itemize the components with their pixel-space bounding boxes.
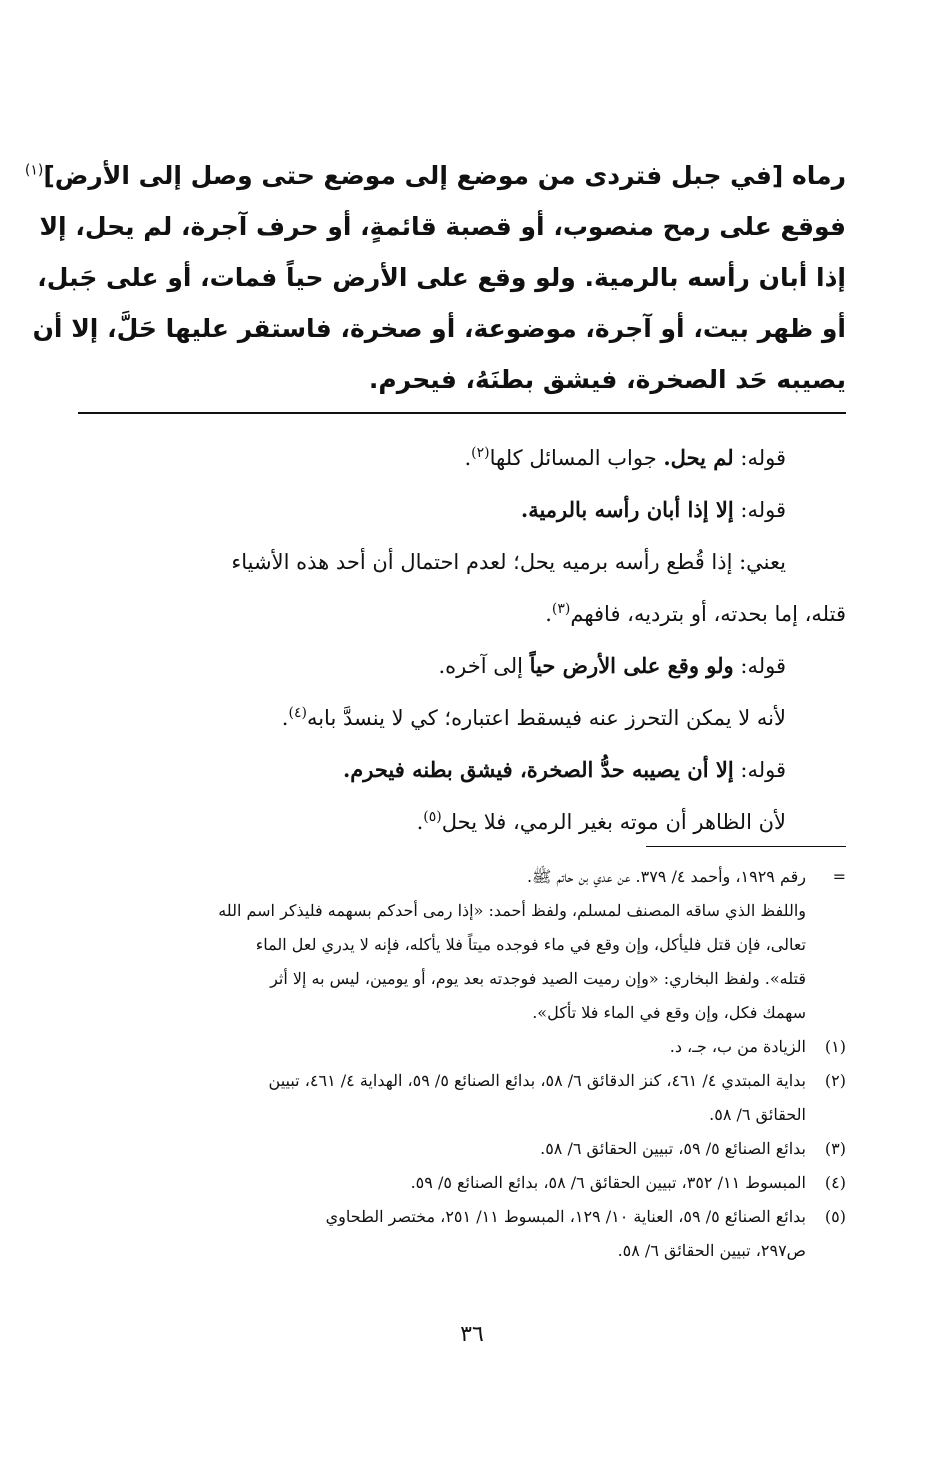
footnote-ref: (١) [24, 162, 44, 179]
commentary-punct: . [545, 602, 552, 626]
footnote-body [78, 860, 806, 1030]
footnote-body [78, 1200, 806, 1268]
commentary-line [78, 484, 846, 536]
footnote-number: (٥) [824, 1207, 846, 1226]
commentary-text: إلى آخره. [438, 654, 523, 678]
commentary-label: قوله: [740, 654, 786, 678]
footnote-line: بدائع الصنائع ٥/ ٥٩، العناية ١٠/ ١٢٩، المبسوط ١١/ ٢٥١، مختصر الطحاوي [325, 1207, 806, 1226]
main-divider [78, 412, 846, 414]
footnote-line: تعالى، فإن قتل فليأكل، وإن وقع في ماء فوجده ميتاً فلا يأكله، فإنه لا يدري لعل الماء [255, 935, 806, 954]
footnote-body [78, 1132, 806, 1166]
footnote-body [78, 1166, 806, 1200]
footnote-number: (١) [824, 1037, 846, 1056]
commentary-quote: لم يحل. [663, 445, 734, 470]
commentary-text: لأنه لا يمكن التحرز عنه فيسقط اعتباره؛ كي لا ينسدَّ بابه [306, 706, 786, 730]
footnotes [78, 860, 846, 1268]
footnote-number: (٢) [824, 1071, 846, 1090]
commentary-quote: ولو وقع على الأرض حياً [529, 653, 734, 678]
footnote-line: سهمك فكل، وإن وقع في الماء فلا تأكل». [532, 1003, 806, 1022]
commentary-line [78, 796, 846, 848]
footnote-number: (٤) [824, 1173, 846, 1192]
footnote-body [78, 1064, 806, 1132]
footnote-ref: (٥) [423, 809, 442, 825]
commentary-text: لأن الظاهر أن موته بغير الرمي، فلا يحل [441, 810, 786, 834]
commentary-text: قتله، إما بحدته، أو بترديه، فافهم [570, 602, 846, 626]
footnote-line: قتله». ولفظ البخاري: «وإن رميت الصيد فوجدته بعد يوم، أو يومين، ليس به إلا أثر [270, 969, 806, 988]
commentary-line [78, 640, 846, 692]
commentary-label: قوله: [740, 758, 786, 782]
commentary-quote: إلا أن يصيبه حدُّ الصخرة، فيشق بطنه فيحرم. [342, 757, 734, 782]
footnote-ref: (٤) [288, 705, 307, 721]
footnote-line: المبسوط ١١/ ٣٥٢، تبيين الحقائق ٦/ ٥٨، بدائع الصنائع ٥/ ٥٩. [410, 1173, 806, 1192]
commentary [78, 432, 846, 848]
footnote-continuation [78, 860, 846, 1030]
commentary-label: قوله: [740, 498, 786, 522]
footnote-line: بدائع الصنائع ٥/ ٥٩، تبيين الحقائق ٦/ ٥٨. [540, 1139, 806, 1158]
page-number: ٣٦ [460, 1322, 484, 1347]
footnote-line: ص٢٩٧، تبيين الحقائق ٦/ ٥٨. [617, 1241, 806, 1260]
commentary-punct: . [416, 810, 424, 834]
footnote-number: (٣) [824, 1139, 846, 1158]
footnote-ref: (٣) [551, 601, 571, 617]
footnote-3 [78, 1132, 846, 1166]
footnote-line: رقم ١٩٢٩، وأحمد ٤/ ٣٧٩. عن عدي بن حاتم ﷺ. [526, 867, 806, 886]
commentary-line [78, 432, 846, 484]
commentary-label: قوله: [740, 446, 786, 470]
footnote-line: الحقائق ٦/ ٥٨. [709, 1105, 806, 1124]
footnote-line: واللفظ الذي ساقه المصنف لمسلم، ولفظ أحمد: «إذا رمى أحدكم بسهمه فليذكر اسم الله [218, 901, 806, 920]
footnote-divider [646, 846, 846, 847]
main-text-line: فوقع على رمح منصوب، أو قصبة قائمةٍ، أو حرف آجرة، لم يحل، إلا [39, 212, 846, 241]
footnote-4 [78, 1166, 846, 1200]
footnote-2 [78, 1064, 846, 1132]
main-text-segment: رماه [في جبل فتردى من موضع إلى موضع حتى وصل إلى الأرض] [43, 161, 846, 190]
main-text-line [24, 150, 846, 201]
footnote-1 [78, 1030, 846, 1064]
commentary-line [78, 744, 846, 796]
footnote-line: بداية المبتدي ٤/ ٤٦١، كنز الدقائق ٦/ ٥٨، بدائع الصنائع ٥/ ٥٩، الهداية ٤/ ٤٦١، تبيين [268, 1071, 806, 1090]
footnote-5 [78, 1200, 846, 1268]
main-text-line: يصيبه حَد الصخرة، فيشق بطنَهُ، فيحرم. [368, 365, 846, 394]
footnote-ref: (٢) [471, 445, 490, 461]
main-text-line: أو ظهر بيت، أو آجرة، موضوعة، أو صخرة، فاستقر عليها حَلَّ، إلا أن [32, 314, 846, 343]
commentary-text: جواب المسائل كلها [489, 446, 657, 470]
footnote-line: الزيادة من ب، جـ، د. [669, 1037, 806, 1056]
commentary-quote: إلا إذا أبان رأسه بالرمية. [520, 497, 734, 522]
commentary-line: يعني: إذا قُطع رأسه برميه يحل؛ لعدم احتمال أن أحد هذه الأشياء [231, 550, 786, 574]
commentary-punct: . [464, 446, 472, 470]
footnote-number: = [832, 867, 846, 886]
main-text [24, 150, 846, 405]
commentary-line [78, 692, 846, 744]
commentary-line [78, 588, 846, 640]
footnote-body [78, 1030, 806, 1064]
commentary-punct: . [281, 706, 289, 730]
main-text-line: إذا أبان رأسه بالرمية. ولو وقع على الأرض حياً فمات، أو على جَبل، [37, 263, 846, 292]
